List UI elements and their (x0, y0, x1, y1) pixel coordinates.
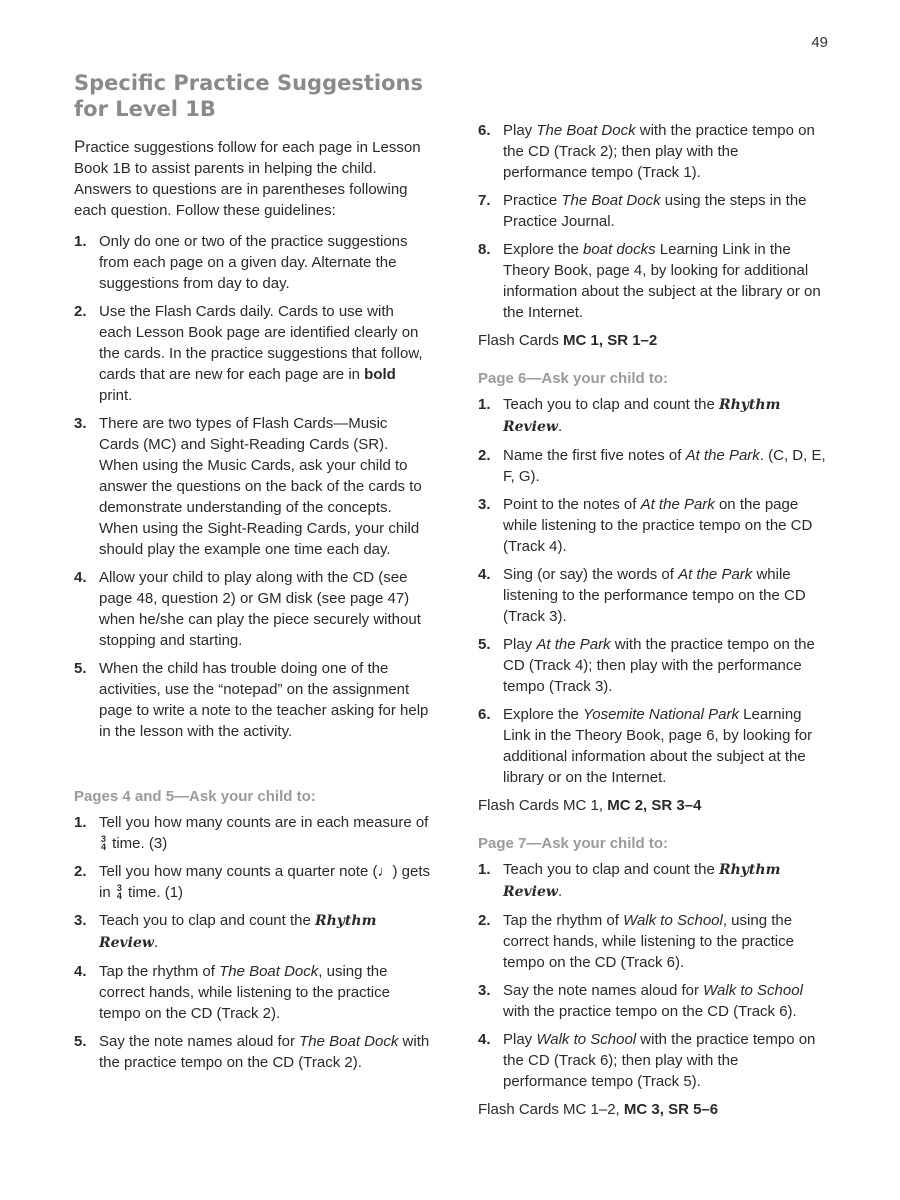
list-item (478, 190, 826, 232)
item-number: 3. (478, 982, 491, 999)
list-item (478, 634, 826, 697)
item-text: using the steps in the Practice Journal. (503, 192, 807, 230)
item-number: 4. (74, 963, 87, 980)
intro-dropcap: P (74, 137, 86, 156)
piece-title: The Boat Dock (299, 1033, 399, 1050)
item-text: Allow your child to play along with the CD (see page 48, question 2) or GM disk (see page 47) when he/she can play the piece securely without stopping and starting. (99, 569, 421, 649)
list-item (74, 910, 430, 954)
item-number: 5. (74, 1033, 87, 1050)
section-heading-page-7: Page 7—Ask your child to: (478, 835, 669, 852)
item-text: Only do one or two of the practice suggestions from each page on a given day. Alternate the suggestions from day to day. (99, 233, 408, 292)
item-text: Teach you to clap and count the (99, 912, 315, 929)
item-text: Explore the (503, 706, 584, 723)
item-text: Explore the (503, 241, 584, 258)
item-text: with the practice tempo on the CD (Track 6); then play with the performance tempo (Track 5). (503, 1031, 816, 1090)
item-number: 1. (74, 233, 87, 250)
item-text: with the practice tempo on the CD (Track 2). (99, 1033, 430, 1071)
item-text: while listening to the performance tempo on the CD (Track 3). (503, 566, 806, 625)
item-number: 3. (74, 415, 87, 432)
page-6-list (478, 394, 826, 788)
item-number: 7. (478, 192, 491, 209)
rhythm-review-script: Rhythm Review (503, 397, 781, 435)
item-text: on the page while listening to the practice tempo on the CD (Track 4). (503, 496, 813, 555)
left-column (74, 70, 430, 1080)
item-number: 6. (478, 122, 491, 139)
list-item (478, 910, 826, 973)
item-text: time. (1) (123, 884, 184, 901)
list-item (478, 704, 826, 788)
pages-4-5-list (74, 812, 430, 1073)
list-item (74, 861, 430, 903)
item-text: Point to the notes of (503, 496, 641, 513)
item-text: Say the note names aloud for (503, 982, 704, 999)
intro-text: ractice suggestions follow for each page in Lesson Book 1B to assist parents in helping the child. Answers to questions are in parentheses following each question. Follow these guidelines: (74, 139, 421, 219)
item-number: 1. (478, 396, 491, 413)
quarter-note-icon: ♩ (377, 863, 393, 880)
flash-cards-page-6: Flash Cards MC 1, MC 2, SR 3–4 (478, 797, 702, 814)
item-number: 8. (478, 241, 491, 258)
piece-title: At the Park (678, 566, 753, 583)
piece-title: Walk to School (623, 912, 723, 929)
time-signature-icon: 3 4 (116, 883, 122, 901)
title-line-2: for Level 1B (74, 97, 216, 121)
piece-title: The Boat Dock (561, 192, 661, 209)
item-text: Say the note names aloud for (99, 1033, 300, 1050)
page-7-list (478, 859, 826, 1092)
list-item (478, 394, 826, 438)
list-item (478, 120, 826, 183)
item-text: Tell you how many counts a quarter note ( (99, 863, 378, 880)
item-text: Play (503, 636, 537, 653)
list-item (478, 859, 826, 903)
item-number: 2. (74, 303, 87, 320)
item-number: 2. (478, 447, 491, 464)
item-text: . (557, 418, 563, 435)
item-text: . (C, D, E, F, G). (503, 447, 826, 485)
item-text: Tell you how many counts are in each measure of (99, 814, 429, 831)
list-item (478, 239, 826, 323)
item-text: Name the first five notes of (503, 447, 686, 464)
item-number: 4. (478, 1031, 491, 1048)
item-text: Play (503, 1031, 537, 1048)
item-text: There are two types of Flash Cards—Music Cards (MC) and Sight-Reading Cards (SR). When using the Music Cards, ask your child to answer the questions on the back of the cards to demonstrate understanding of the concepts. When using the Sight-Reading Cards, your child should play the example one time each day. (99, 415, 422, 558)
page-title (74, 70, 430, 122)
item-number: 1. (74, 814, 87, 831)
item-text: with the practice tempo on the CD (Track 4); then play with the performance tempo (Track 3). (503, 636, 815, 695)
item-number: 6. (478, 706, 491, 723)
time-signature-icon: 3 4 (101, 834, 107, 852)
item-text: Learning Link in the Theory Book, page 6, by looking for additional information about the subject at the library or on the Internet. (503, 706, 813, 786)
rhythm-review-script: Rhythm Review (99, 913, 377, 951)
list-item (74, 658, 430, 742)
item-number: 5. (74, 660, 87, 677)
list-item (478, 494, 826, 557)
item-number: 3. (478, 496, 491, 513)
item-text: with the practice tempo on the CD (Track 2); then play with the performance tempo (Track 1). (503, 122, 815, 181)
item-number: 2. (74, 863, 87, 880)
item-text: Learning Link in the Theory Book, page 4, by looking for additional information about the subject at the library or on the Internet. (503, 241, 821, 321)
item-text: print. (99, 387, 133, 404)
item-number: 1. (478, 861, 491, 878)
item-text: Sing (or say) the words of (503, 566, 679, 583)
piece-title: Walk to School (536, 1031, 637, 1048)
list-item (74, 961, 430, 1024)
piece-title: The Boat Dock (536, 122, 636, 139)
item-text: Use the Flash Cards daily. Cards to use with each Lesson Book page are identified clearly on the cards. In the practice suggestions that follow, cards that are new for each page are in (99, 303, 423, 383)
list-item (478, 564, 826, 627)
item-text: Tap the rhythm of (503, 912, 624, 929)
item-text: ) gets in (99, 863, 430, 901)
list-item (478, 445, 826, 487)
list-item (74, 413, 430, 560)
section-heading-pages-4-5: Pages 4 and 5—Ask your child to: (74, 788, 316, 805)
item-text: . (557, 883, 563, 900)
right-column (478, 120, 826, 1138)
section-heading-page-6: Page 6—Ask your child to: (478, 370, 669, 387)
piece-title: At the Park (536, 636, 611, 653)
title-line-1: Specific Practice Suggestions (74, 71, 423, 95)
item-text: Teach you to clap and count the (503, 396, 719, 413)
piece-title: The Boat Dock (219, 963, 319, 980)
piece-title: Walk to School (703, 982, 803, 999)
item-number: 5. (478, 636, 491, 653)
guidelines-list (74, 231, 430, 742)
item-text: Practice (503, 192, 562, 209)
list-item (478, 980, 826, 1022)
piece-title: At the Park (640, 496, 715, 513)
list-item (74, 301, 430, 406)
pages-4-5-list-continued (478, 120, 826, 323)
item-number: 4. (74, 569, 87, 586)
list-item (74, 231, 430, 294)
item-text: , using the correct hands, while listening to the practice tempo on the CD (Track 6). (503, 912, 794, 971)
list-item (74, 567, 430, 651)
list-item (74, 812, 430, 854)
flash-cards-pages-4-5: Flash Cards MC 1, SR 1–2 (478, 332, 658, 349)
item-text: When the child has trouble doing one of the activities, use the “notepad” on the assignment page to write a note to the teacher asking for help in the lesson with the activity. (99, 660, 429, 740)
page-number: 49 (811, 34, 828, 51)
item-text: Teach you to clap and count the (503, 861, 719, 878)
item-number: 4. (478, 566, 491, 583)
item-text: with the practice tempo on the CD (Track 6). (503, 1003, 797, 1020)
item-text: time. (3) (108, 835, 168, 852)
item-text: Tap the rhythm of (99, 963, 220, 980)
piece-title: boat docks (583, 241, 656, 258)
rhythm-review-script: Rhythm Review (503, 862, 781, 900)
item-text: . (153, 934, 159, 951)
item-text: Play (503, 122, 537, 139)
intro-paragraph (74, 136, 430, 221)
item-number: 3. (74, 912, 87, 929)
list-item (74, 1031, 430, 1073)
item-bold-text: bold (364, 366, 396, 383)
item-text: , using the correct hands, while listening to the practice tempo on the CD (Track 2). (99, 963, 390, 1022)
piece-title: Yosemite National Park (583, 706, 739, 723)
flash-cards-page-7: Flash Cards MC 1–2, MC 3, SR 5–6 (478, 1101, 719, 1118)
piece-title: At the Park (685, 447, 760, 464)
item-number: 2. (478, 912, 491, 929)
list-item (478, 1029, 826, 1092)
